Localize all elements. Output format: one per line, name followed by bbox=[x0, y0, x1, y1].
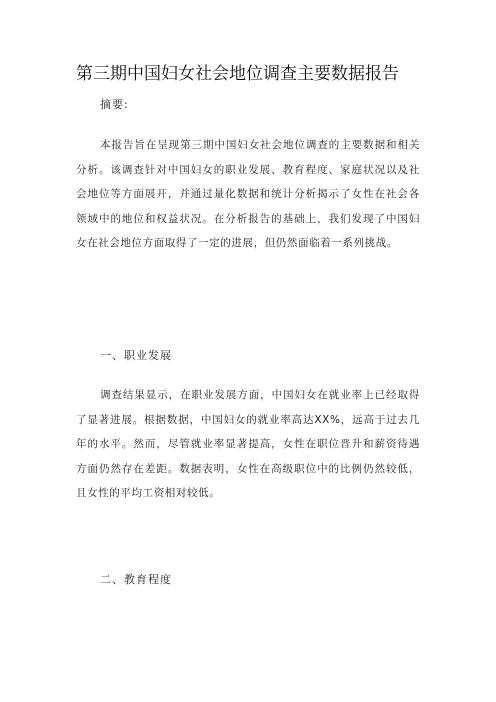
abstract-paragraph: 本报告旨在呈现第三期中国妇女社会地位调查的主要数据和相关分析。该调查针对中国妇女的职业发展、教育程度、家庭状况以及社会地位等方面展开，并通过量化数据和统计分析揭示了女性在社会各领域中的地位和权益状况。在分析报告的基础上，我们发现了中国妇女在社会地位方面取得了一定的进展，但仍然面临着一系列挑战。 bbox=[76, 139, 420, 250]
document-title: 第三期中国妇女社会地位调查主要数据报告 bbox=[76, 64, 399, 84]
abstract-label: 摘要: bbox=[100, 98, 129, 111]
section-heading-education: 二、教育程度 bbox=[100, 573, 172, 586]
section-paragraph-career: 调查结果显示，在职业发展方面，中国妇女在就业率上已经取得了显著进展。根据数据，中国妇女的就业率高达XX%，远高于过去几年的水平。然而，尽管就业率显著提高，女性在职位晋升和薪资待遇方面仍然存在差距。数据表明，女性在高级职位中的比例仍然较低，且女性的平均工资相对较低。 bbox=[76, 389, 420, 500]
section-heading-career: 一、职业发展 bbox=[100, 349, 172, 362]
